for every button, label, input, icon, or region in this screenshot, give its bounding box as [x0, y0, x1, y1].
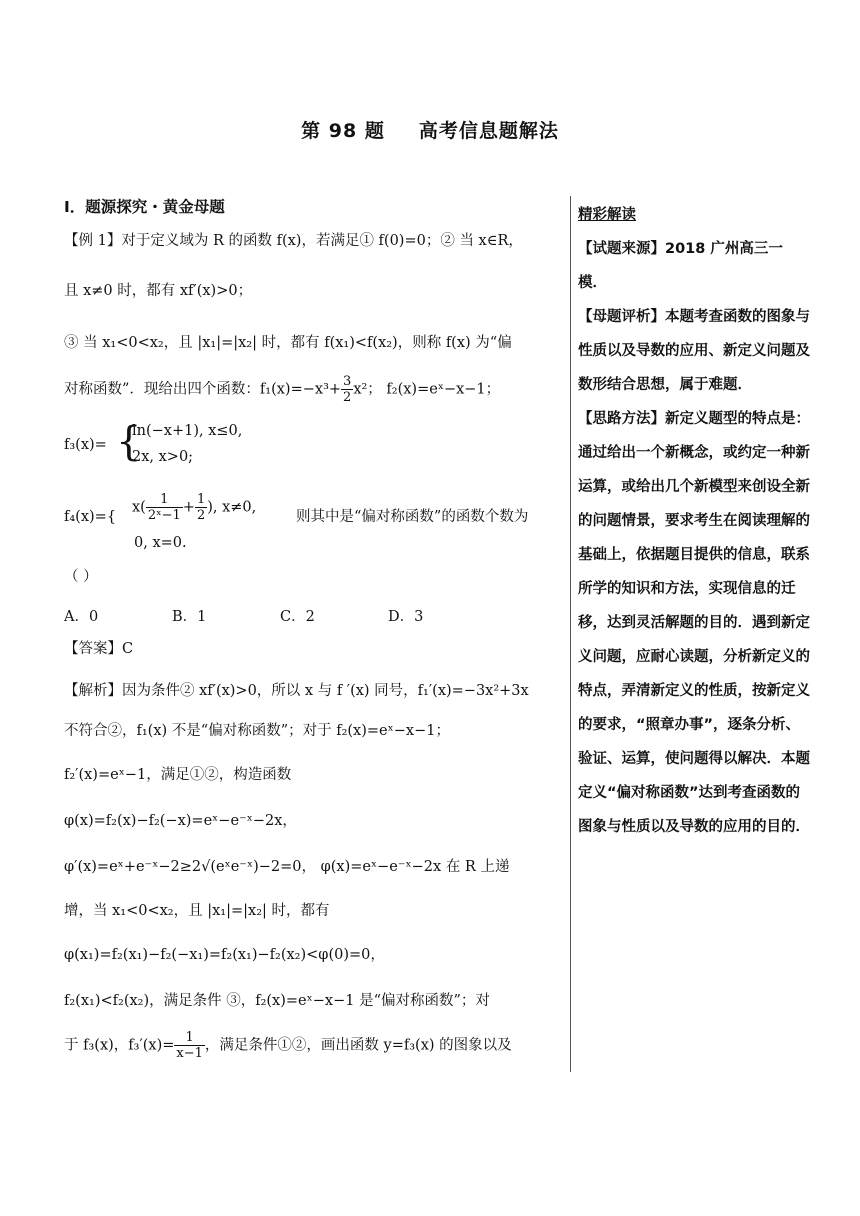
analysis-line-1: 【解析】因为条件② xf′(x)>0，所以 x 与 f ′(x) 同号，f₁′(x)=−3x²+3x	[64, 683, 529, 699]
fraction-1-2x-1: $\frac{1}{\text{2ˣ−1}}$	[147, 492, 181, 523]
analysis-line-8: f₂(x₁)<f₂(x₂)，满足条件 ③，f₂(x)=eˣ−x−1 是“偏对称函数”；对	[64, 993, 490, 1009]
f1-formula: f₁(x)=−x³+	[259, 381, 342, 398]
choice-b: B．1	[172, 609, 207, 625]
analysis-line-5: φ′(x)=eˣ+e⁻ˣ−2≥2√(eˣe⁻ˣ)−2=0， φ(x)=eˣ−e⁻ˣ−2x 在 R 上递	[64, 859, 510, 875]
choice-a: A．0	[64, 609, 99, 625]
problem-number: 第 98 题	[301, 120, 385, 142]
f4-name: f₄(x)={	[64, 509, 117, 525]
method-note: 【思路方法】新定义题型的特点是：通过给出一个新概念，或约定一种新运算，或给出几个新模型来创设全新的问题情景，要求考生在阅读理解的基础上，依据题目提供的信息，联系所学的知识和方法，实现信息的迁移，达到灵活解题的目的．遇到新定义问题，应耐心读题，分析新定义的特点，弄清新定义的性质，按新定义的要求，“照章办事”，逐条分析、验证、运算，使问题得以解决．本题定义“偏对称函数”达到考查函数的图象与性质以及导数的应用的目的．	[578, 411, 810, 835]
analysis-line-4: φ(x)=f₂(x)−f₂(−x)=eˣ−e⁻ˣ−2x，	[64, 813, 297, 829]
analysis-line-7: φ(x₁)=f₂(x₁)−f₂(−x₁)=f₂(x₁)−f₂(x₂)<φ(0)=0，	[64, 947, 385, 963]
f2-formula: x²； f₂(x)=eˣ−x−1；	[353, 381, 501, 398]
example-line-2: 且 x≠0 时，都有 xf′(x)>0；	[64, 283, 253, 299]
sidebar-heading: 精彩解读	[578, 207, 636, 223]
analysis-line-6: 增，当 x₁<0<x₂，且 |x₁|=|x₂| 时，都有	[64, 903, 330, 919]
answer-paren: （ ）	[64, 569, 98, 585]
f4-question: 则其中是“偏对称函数”的函数个数为	[296, 509, 529, 525]
analysis-line-9: 于 f₃(x)，f₃′(x)= $\frac{1}{x-1}$ ，满足条件①②，画出函数 y=f₃(x) 的图象以及	[64, 1030, 512, 1061]
problem-name: 高考信息题解法	[418, 120, 559, 142]
evaluation-note: 【母题评析】本题考查函数的图象与性质以及导数的应用、新定义问题及数形结合思想，属于难题．	[578, 309, 810, 393]
choice-c: C．2	[280, 609, 315, 625]
example-text: 对称函数”．现给出四个函数：	[64, 381, 260, 398]
answer: 【答案】C	[64, 641, 134, 657]
f3-case-1: ln(−x+1), x≤0,	[132, 423, 243, 439]
column-divider	[570, 196, 571, 1072]
section-heading: I．题源探究・黄金母题	[64, 198, 225, 216]
analysis-line-3: f₂′(x)=eˣ−1，满足①②，构造函数	[64, 767, 292, 783]
choice-d: D．3	[388, 609, 424, 625]
f3-definition	[64, 420, 564, 470]
sidebar-commentary	[578, 198, 810, 844]
example-tag: 【例 1】	[64, 233, 122, 249]
f4-case-1: x( $\frac{1}{\text{2ˣ−1}}$ + $\frac{1}{2}$ ), x≠0,	[132, 492, 257, 523]
left-brace: {	[116, 419, 142, 465]
fraction-1-2: $\frac{1}{2}$	[196, 492, 206, 523]
example-line-3: ③ 当 x₁<0<x₂，且 |x₁|=|x₂| 时，都有 f(x₁)<f(x₂)，则称 f(x) 为“偏	[64, 335, 512, 351]
example-text: 对于定义域为 R 的函数 f(x)，若满足① f(0)=0；② 当 x∈R，	[121, 233, 523, 249]
source-note: 【试题来源】2018 广州高三一模．	[578, 241, 783, 291]
f4-case-2: 0, x=0.	[134, 535, 187, 551]
f3-name: f₃(x)=	[64, 437, 107, 453]
f4-definition	[64, 488, 564, 551]
analysis-line-2: 不符合②，f₁(x) 不是“偏对称函数”；对于 f₂(x)=eˣ−x−1；	[64, 723, 450, 739]
analysis-tag: 【解析】	[64, 683, 122, 699]
page-title	[0, 116, 860, 143]
fraction-3-2: $\frac{3}{2}$	[343, 374, 352, 405]
fraction-1-x-1: $\frac{1}{x-1}$	[176, 1030, 203, 1061]
f3-case-2: 2x, x>0;	[132, 449, 194, 465]
example-line-4	[64, 374, 564, 405]
example-line-1	[64, 230, 564, 252]
